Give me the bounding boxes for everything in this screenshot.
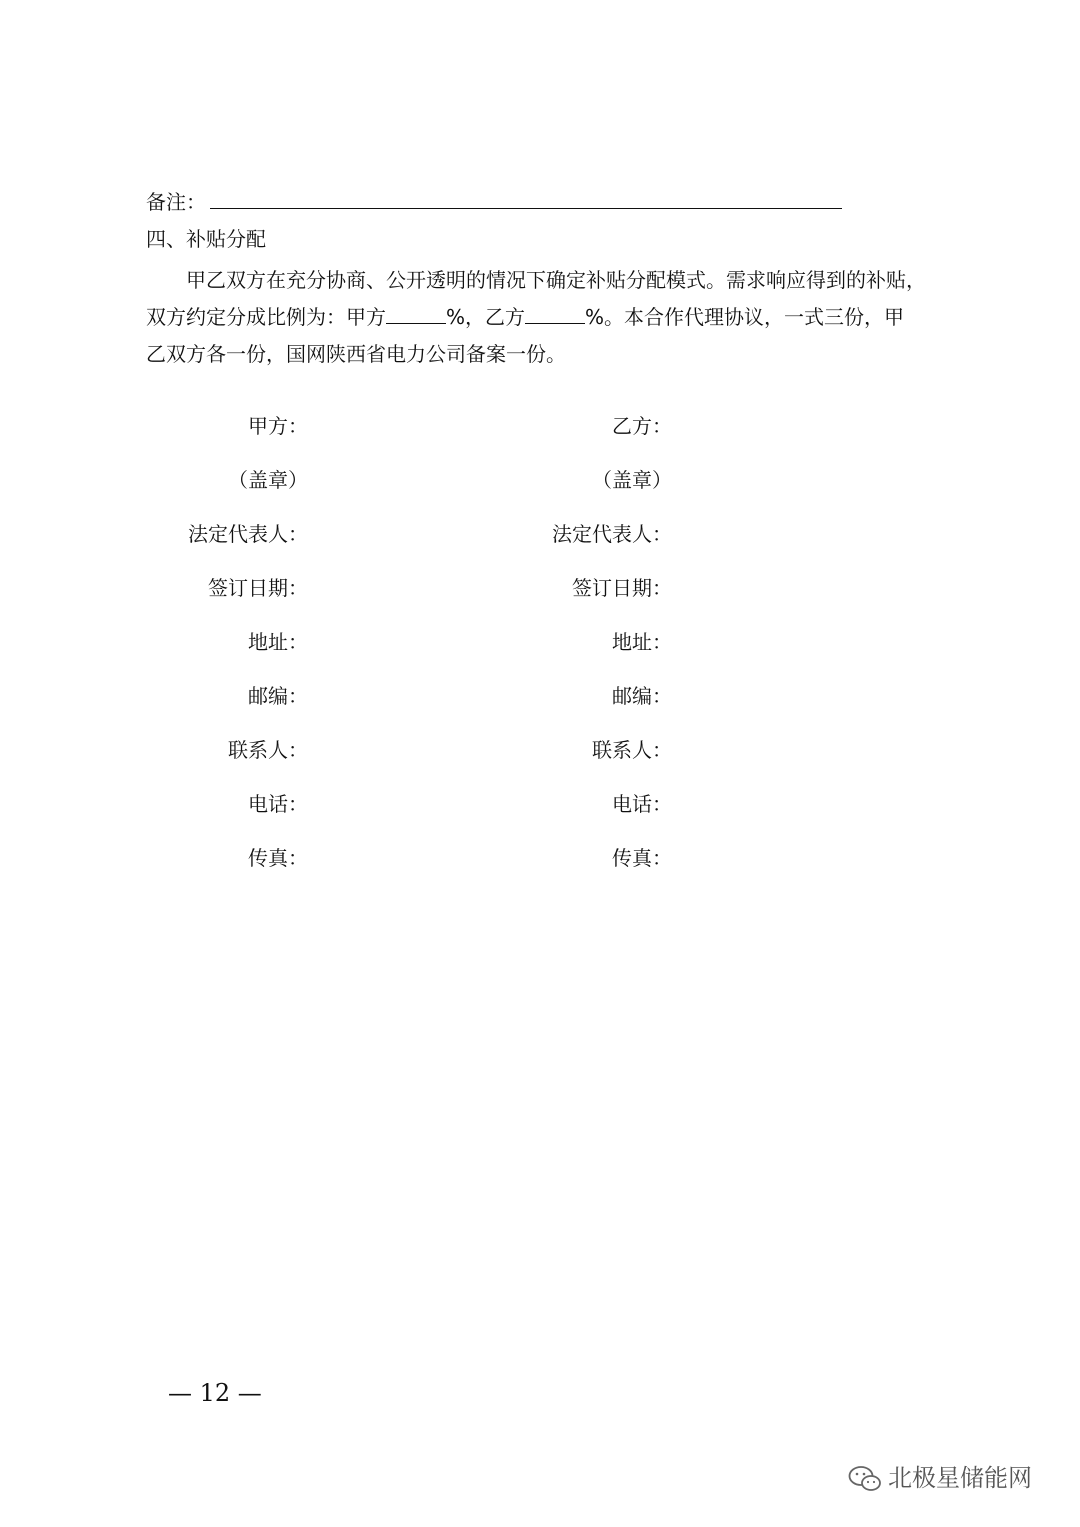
ratio-text-a: 双方约定分成比例为：甲方 xyxy=(146,305,386,329)
party-b-fax: 传真： xyxy=(612,846,672,870)
party-a-signature-block xyxy=(108,412,308,898)
page-number: — 12 — xyxy=(168,1379,262,1407)
wechat-icon xyxy=(848,1465,882,1493)
paragraph-line-3: 乙双方各一份，国网陕西省电力公司备案一份。 xyxy=(146,342,566,366)
party-b-name: 乙方： xyxy=(612,414,672,438)
party-b-signature-block xyxy=(472,412,672,898)
party-a-ratio-blank xyxy=(386,307,446,324)
party-b-address: 地址： xyxy=(612,630,672,654)
ratio-text-b: %，乙方 xyxy=(446,305,526,329)
remark-blank-line xyxy=(210,190,842,209)
party-b-legal-rep: 法定代表人： xyxy=(552,522,672,546)
party-a-name: 甲方： xyxy=(248,414,308,438)
remark-label: 备注： xyxy=(146,190,206,214)
party-a-sign-date: 签订日期： xyxy=(208,576,308,600)
section-heading: 四、补贴分配 xyxy=(146,227,266,251)
party-a-phone: 电话： xyxy=(248,792,308,816)
paragraph-line-1: 甲乙双方在充分协商、公开透明的情况下确定补贴分配模式。需求响应得到的补贴， xyxy=(186,268,926,292)
party-b-contact: 联系人： xyxy=(592,738,672,762)
party-a-seal: （盖章） xyxy=(228,468,308,492)
party-b-seal: （盖章） xyxy=(592,468,672,492)
party-b-phone: 电话： xyxy=(612,792,672,816)
watermark xyxy=(848,1462,1032,1494)
party-a-address: 地址： xyxy=(248,630,308,654)
party-a-fax: 传真： xyxy=(248,846,308,870)
party-b-ratio-blank xyxy=(525,307,585,324)
subsidy-paragraph xyxy=(146,262,946,373)
party-b-postcode: 邮编： xyxy=(612,684,672,708)
remark-line xyxy=(146,190,842,214)
ratio-text-c: %。本合作代理协议，一式三份，甲 xyxy=(585,305,905,329)
watermark-text: 北极星储能网 xyxy=(888,1464,1032,1492)
party-b-sign-date: 签订日期： xyxy=(572,576,672,600)
party-a-contact: 联系人： xyxy=(228,738,308,762)
paragraph-line-2 xyxy=(146,299,946,336)
party-a-legal-rep: 法定代表人： xyxy=(188,522,308,546)
party-a-postcode: 邮编： xyxy=(248,684,308,708)
